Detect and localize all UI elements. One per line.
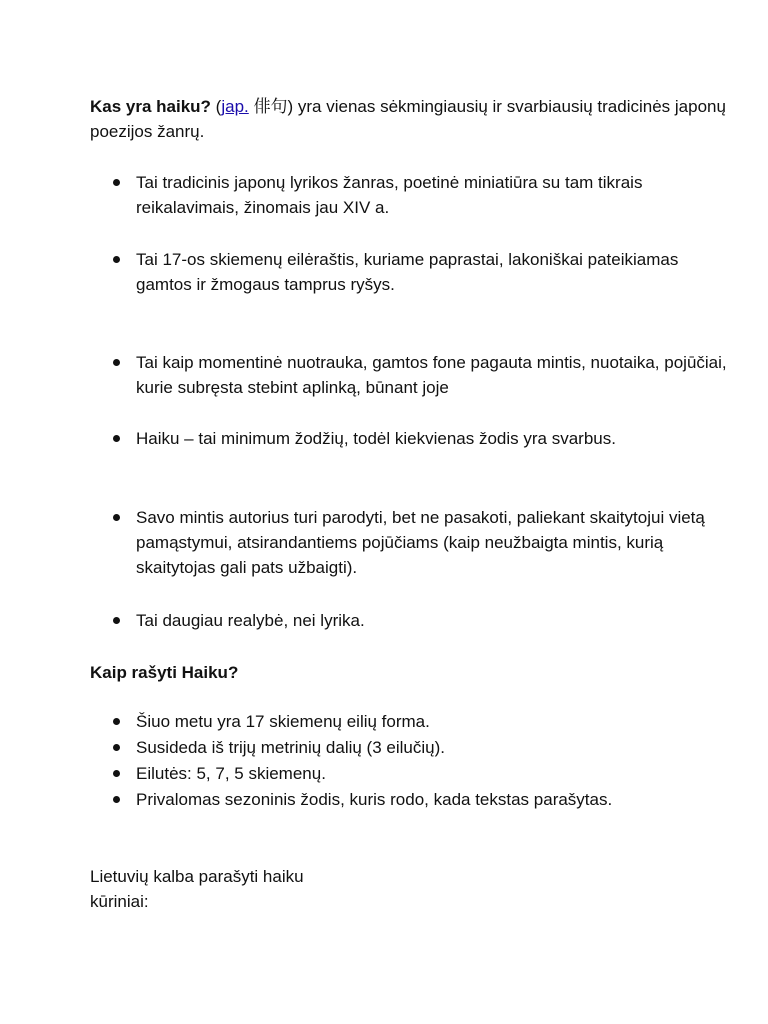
section-heading: Kaip rašyti Haiku? (90, 663, 239, 682)
haiku-rules-list (90, 709, 690, 812)
intro-paragraph (90, 94, 730, 144)
list-item: Susideda iš trijų metrinių dalių (3 eilučių). (90, 735, 690, 760)
intro-question: Kas yra haiku? (90, 97, 211, 116)
list-item: Savo mintis autorius turi parodyti, bet ne pasakoti, paliekant skaitytojui vietą pamąstymui, atsirandantiems pojūčiams (kaip neužbaigta mintis, kurią skaitytojas gali pats užbaigti). (90, 505, 736, 580)
list-item: Tai kaip momentinė nuotrauka, gamtos fone pagauta mintis, nuotaika, pojūčiai, kurie subręsta stebint aplinką, būnant joje (90, 350, 736, 400)
list-item: Tai 17-os skiemenų eilėraštis, kuriame paprastai, lakoniškai pateikiamas gamtos ir žmogaus tamprus ryšys. (90, 247, 736, 297)
list-item: Eilutės: 5, 7, 5 skiemenų. (90, 761, 690, 786)
intro-paren-open: ( (210, 97, 222, 116)
intro-rest: ) yra vienas sėkmingiausių ir svarbiausių tradicinės japonų poezijos žanrų. (90, 97, 726, 141)
list-item: Tai tradicinis japonų lyrikos žanras, poetinė miniatiūra su tam tikrais reikalavimais, žinomais jau XIV a. (90, 170, 736, 220)
list-item: Šiuo metu yra 17 skiemenų eilių forma. (90, 709, 690, 734)
list-item: Haiku – tai minimum žodžių, todėl kiekvienas žodis yra svarbus. (90, 426, 736, 451)
list-item: Tai daugiau realybė, nei lyrika. (90, 608, 736, 633)
intro-japanese: 俳句 (248, 97, 288, 116)
closing-paragraph: Lietuvių kalba parašyti haiku kūriniai: (90, 867, 304, 911)
list-item: Privalomas sezoninis žodis, kuris rodo, kada tekstas parašytas. (90, 787, 690, 812)
jap-link[interactable]: jap. (221, 97, 249, 116)
